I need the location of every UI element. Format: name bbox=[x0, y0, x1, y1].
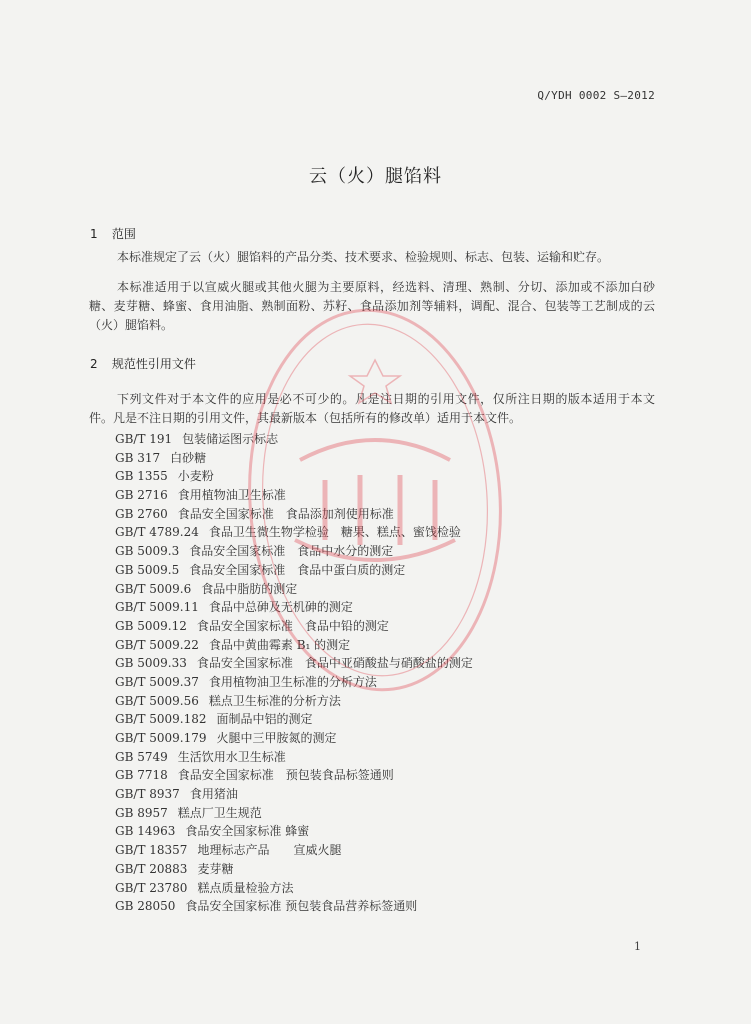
reference-code: GB/T 18357 bbox=[115, 843, 188, 858]
reference-item bbox=[115, 766, 473, 785]
reference-name: 生活饮用水卫生标准 bbox=[177, 749, 286, 764]
reference-code: GB/T 5009.182 bbox=[115, 712, 207, 727]
reference-code: GB 317 bbox=[115, 450, 161, 465]
reference-name: 糕点质量检验方法 bbox=[197, 880, 294, 895]
section-number: 1 bbox=[90, 227, 98, 241]
section-number: 2 bbox=[90, 357, 98, 371]
reference-item bbox=[115, 430, 473, 449]
reference-item bbox=[115, 748, 473, 767]
reference-name: 地理标志产品 宣威火腿 bbox=[197, 843, 342, 858]
reference-name: 食品中脂肪的测定 bbox=[201, 581, 298, 596]
scope-paragraph-1: 本标准规定了云（火）腿馅料的产品分类、技术要求、检验规则、标志、包装、运输和贮存。 bbox=[117, 250, 610, 264]
reference-name: 食品中总砷及无机砷的测定 bbox=[208, 600, 353, 615]
reference-item bbox=[115, 467, 473, 486]
reference-item bbox=[115, 804, 473, 823]
reference-code: GB 5009.5 bbox=[115, 562, 180, 577]
reference-item bbox=[115, 822, 473, 841]
reference-code: GB 28050 bbox=[115, 899, 176, 914]
reference-code: GB/T 8937 bbox=[115, 787, 180, 802]
reference-code: GB/T 5009.179 bbox=[115, 731, 207, 745]
scope-paragraph-2: 本标准适用于以宣威火腿或其他火腿为主要原料，经选料、清理、熟制、分切、添加或不添加白砂糖、麦芽糖、蜂蜜、食用油脂、熟制面粉、苏籽、食品添加剂等辅料，调配、混合、包装等工艺制成的云（火）腿馅料。 bbox=[89, 280, 655, 332]
reference-code: GB/T 5009.37 bbox=[115, 674, 199, 689]
references-intro: 下列文件对于本文件的应用是必不可少的。凡是注日期的引用文件，仅所注日期的版本适用于本文件。凡是不注日期的引用文件，其最新版本（包括所有的修改单）适用于本文件。 bbox=[89, 392, 655, 425]
reference-item bbox=[115, 449, 473, 468]
reference-item bbox=[115, 692, 473, 711]
reference-name: 白砂糖 bbox=[170, 450, 207, 465]
reference-code: GB/T 20883 bbox=[115, 861, 188, 876]
reference-item bbox=[115, 710, 473, 729]
reference-code: GB/T 5009.22 bbox=[115, 637, 199, 652]
reference-code: GB 7718 bbox=[115, 768, 168, 783]
reference-item bbox=[115, 841, 473, 860]
reference-item bbox=[115, 636, 473, 655]
reference-item bbox=[115, 486, 473, 505]
reference-code: GB/T 23780 bbox=[115, 880, 188, 895]
reference-name: 糕点卫生标准的分析方法 bbox=[208, 693, 341, 708]
doc-code: Q/YDH 0002 S—2012 bbox=[537, 89, 655, 102]
section-title: 规范性引用文件 bbox=[111, 357, 196, 371]
reference-item bbox=[115, 654, 473, 673]
reference-item bbox=[115, 897, 473, 916]
reference-code: GB/T 5009.11 bbox=[115, 600, 199, 615]
section-heading-scope bbox=[90, 225, 136, 242]
reference-name: 食品卫生微生物学检验 糖果、糕点、蜜饯检验 bbox=[208, 525, 461, 540]
reference-name: 食用植物油卫生标准的分析方法 bbox=[208, 674, 377, 689]
reference-name: 食品安全国家标准 预包装食品营养标签通则 bbox=[185, 899, 418, 914]
reference-name: 食品安全国家标准 食品中铅的测定 bbox=[196, 618, 389, 633]
page-title: 云（火）腿馅料 bbox=[309, 166, 442, 187]
reference-code: GB 5009.33 bbox=[115, 656, 187, 671]
reference-code: GB 14963 bbox=[115, 824, 176, 839]
page-number: 1 bbox=[634, 940, 641, 953]
reference-code: GB 2716 bbox=[115, 488, 168, 503]
reference-name: 食用猪油 bbox=[189, 787, 238, 802]
reference-code: GB/T 191 bbox=[115, 432, 173, 446]
reference-name: 面制品中铝的测定 bbox=[216, 712, 313, 727]
reference-item bbox=[115, 617, 473, 636]
reference-name: 麦芽糖 bbox=[197, 861, 234, 876]
reference-item bbox=[115, 561, 473, 580]
reference-item bbox=[115, 505, 473, 524]
reference-list bbox=[115, 430, 473, 916]
reference-name: 食品安全国家标准 食品中水分的测定 bbox=[189, 544, 394, 559]
reference-code: GB 8957 bbox=[115, 805, 168, 820]
reference-code: GB/T 5009.6 bbox=[115, 581, 192, 596]
reference-name: 火腿中三甲胺氮的测定 bbox=[216, 731, 337, 745]
reference-code: GB 2760 bbox=[115, 506, 168, 521]
reference-code: GB/T 4789.24 bbox=[115, 525, 199, 540]
reference-item bbox=[115, 673, 473, 692]
reference-code: GB 1355 bbox=[115, 469, 168, 484]
reference-name: 食品安全国家标准 食品中亚硝酸盐与硝酸盐的测定 bbox=[196, 656, 473, 671]
section-heading-references bbox=[90, 355, 196, 372]
reference-code: GB 5749 bbox=[115, 749, 168, 764]
reference-name: 食品安全国家标准 预包装食品标签通则 bbox=[177, 768, 394, 783]
reference-item bbox=[115, 523, 473, 542]
reference-name: 糕点厂卫生规范 bbox=[177, 805, 262, 820]
reference-name: 包装储运图示标志 bbox=[182, 432, 279, 446]
reference-code: GB/T 5009.56 bbox=[115, 693, 199, 708]
reference-code: GB 5009.12 bbox=[115, 618, 187, 633]
reference-name: 食品安全国家标准 食品中蛋白质的测定 bbox=[189, 562, 406, 577]
reference-item bbox=[115, 860, 473, 879]
reference-item bbox=[115, 879, 473, 898]
reference-name: 食品安全国家标准 蜂蜜 bbox=[185, 824, 310, 839]
reference-name: 食品安全国家标准 食品添加剂使用标准 bbox=[177, 506, 394, 521]
reference-name: 小麦粉 bbox=[177, 469, 214, 484]
reference-item bbox=[115, 598, 473, 617]
reference-item bbox=[115, 729, 473, 748]
reference-item bbox=[115, 542, 473, 561]
reference-code: GB 5009.3 bbox=[115, 544, 180, 559]
reference-item bbox=[115, 580, 473, 599]
reference-name: 食用植物油卫生标准 bbox=[177, 488, 286, 503]
section-title: 范围 bbox=[111, 227, 136, 241]
reference-item bbox=[115, 785, 473, 804]
reference-name: 食品中黄曲霉素 B₁ 的测定 bbox=[208, 637, 351, 652]
